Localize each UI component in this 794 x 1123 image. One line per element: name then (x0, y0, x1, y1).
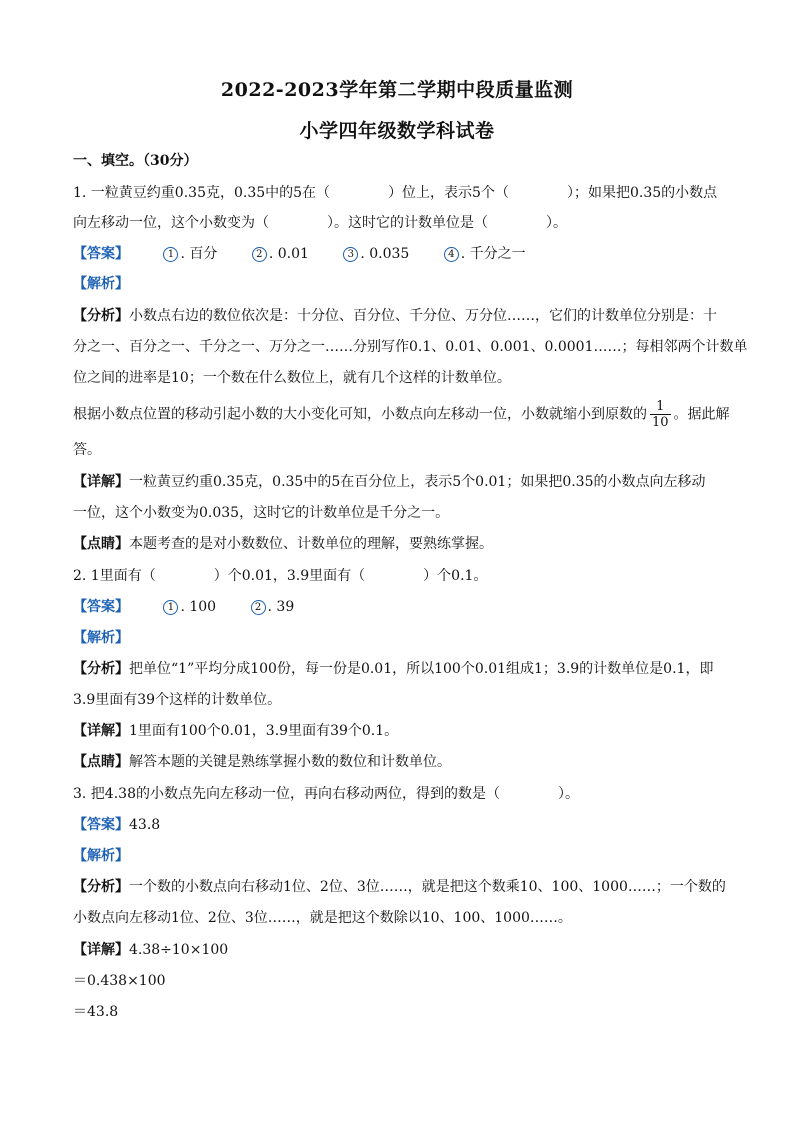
answer-item: 1 . 百分 (163, 246, 217, 262)
document-title: 2022-2023学年第二学期中段质量监测 (220, 79, 574, 101)
question-1-analysis-line-5: 答。 (73, 442, 101, 458)
question-2-answer (73, 597, 294, 617)
question-3-detail-line-3: ＝43.8 (73, 1004, 119, 1020)
question-2-dianjing: 【点睛】解答本题的关键是熟练掌握小数的数位和计数单位。 (73, 754, 451, 770)
question-2-analysis-line-1: 【分析】把单位“1”平均分成100份，每一份是0.01，所以100个0.01组成1；3.9的计数单位是0.1，即 (73, 661, 714, 677)
document-subtitle: 小学四年级数学科试卷 (299, 120, 495, 142)
section-heading: 一、填空。（30分） (73, 153, 198, 169)
answer-item: 4 . 千分之一 (444, 246, 526, 262)
question-2-jiexi-tag: 【解析】 (73, 630, 129, 646)
question-3: 3. 把4.38的小数点先向左移动一位，再向右移动两位，得到的数是（ ）。 (73, 786, 579, 802)
question-1-line-1: 1. 一粒黄豆约重0.35克，0.35中的5在（ ）位上，表示5个（ ）；如果把0.35的小数点 (73, 185, 718, 201)
question-1-dianjing: 【点睛】本题考查的是对小数数位、计数单位的理解，要熟练掌握。 (73, 536, 493, 552)
question-2-detail: 【详解】1里面有100个0.01，3.9里面有39个0.1。 (73, 723, 399, 739)
question-1-answer (73, 244, 526, 264)
question-3-analysis-line-2: 小数点向左移动1位、2位、3位……，就是把这个数除以10、100、1000……。 (73, 910, 572, 926)
question-1-line-2: 向左移动一位，这个小数变为（ ）。这时它的计数单位是（ ）。 (73, 215, 567, 231)
question-1-analysis-line-1: 【分析】小数点右边的数位依次是：十分位、百分位、千分位、万分位……，它们的计数单位分别是：十 (73, 308, 717, 324)
question-2-analysis-line-2: 3.9里面有39个这样的计数单位。 (73, 692, 282, 708)
question-3-jiexi-tag: 【解析】 (73, 848, 129, 864)
answer-item: 2 . 0.01 (252, 246, 309, 262)
question-3-answer: 【答案】43.8 (73, 817, 161, 833)
question-3-detail-line-2: ＝0.438×100 (73, 973, 166, 989)
question-3-detail-line-1: 【详解】4.38÷10×100 (73, 942, 229, 958)
answer-tag: 【答案】 (73, 817, 129, 833)
question-3-analysis-line-1: 【分析】一个数的小数点向右移动1位、2位、3位……，就是把这个数乘10、100、1000……；一个数的 (73, 879, 726, 895)
question-1-detail-line-2: 一位，这个小数变为0.035，这时它的计数单位是千分之一。 (73, 505, 450, 521)
question-1-analysis-line-3: 位之间的进率是10；一个数在什么数位上，就有几个这样的计数单位。 (73, 370, 511, 386)
question-1-analysis-line-4: 根据小数点位置的移动引起小数的大小变化可知，小数点向左移动一位，小数就缩小到原数的 $\frac{1}{10}$ 。据此解 (73, 399, 730, 430)
fraction: $\frac{1}{10}$ (652, 399, 669, 430)
question-1-jiexi-tag: 【解析】 (73, 276, 129, 292)
answer-item: 1 . 100 (163, 599, 216, 615)
answer-tag: 【答案】 (73, 246, 129, 262)
question-1-analysis-line-2: 分之一、百分之一、千分之一、万分之一……分别写作0.1、0.01、0.001、0.0001……；每相邻两个计数单 (73, 339, 748, 355)
question-2: 2. 1里面有（ ）个0.01，3.9里面有（ ）个0.1。 (73, 568, 488, 584)
answer-tag: 【答案】 (73, 599, 129, 615)
answer-item: 2 . 39 (251, 599, 295, 615)
question-1-detail-line-1: 【详解】一粒黄豆约重0.35克，0.35中的5在百分位上，表示5个0.01；如果把0.35的小数点向左移动 (73, 474, 706, 490)
answer-item: 3 . 0.035 (343, 246, 409, 262)
